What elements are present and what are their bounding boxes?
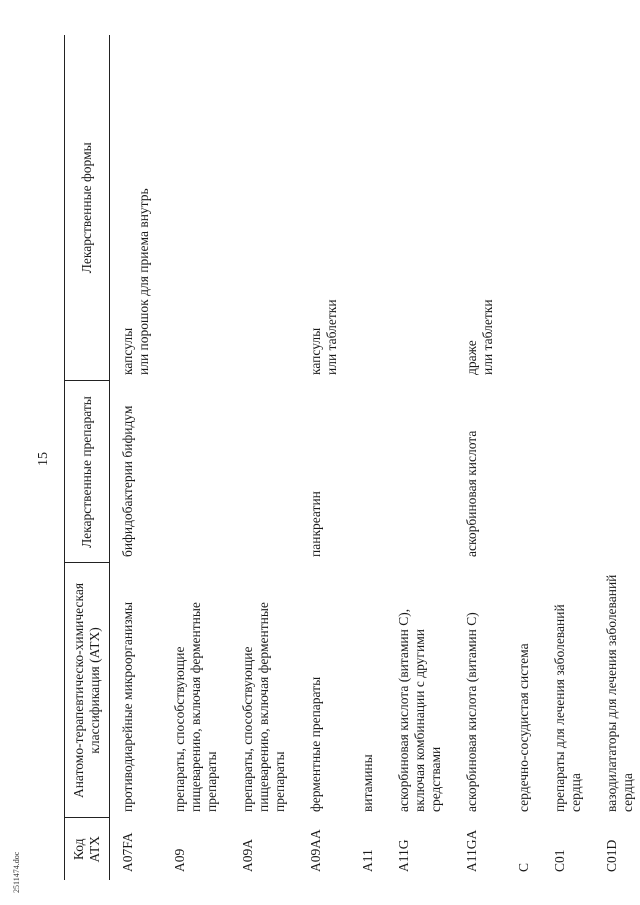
- table-row: [162, 35, 230, 880]
- cell-code: A09: [172, 848, 187, 872]
- cell-code: C01D: [604, 839, 619, 872]
- cell-code: A07FA: [120, 832, 135, 872]
- header-drugs: Лекарственные препараты: [65, 381, 110, 563]
- table-row: [110, 35, 163, 880]
- cell-atc: витамины: [360, 754, 375, 812]
- cell-atc: противодиарейные микроорганизмы: [120, 601, 135, 812]
- cell-atc: аскорбиновая кислота (витамин С): [464, 612, 479, 812]
- table-row: [298, 35, 350, 880]
- table-header-row: [65, 35, 110, 880]
- cell-forms: [162, 35, 230, 381]
- cell-atc: препараты, способствующие пищеварению, включая ферментные препараты: [172, 602, 219, 812]
- cell-forms: [506, 35, 542, 381]
- cell-code: A11GA: [464, 829, 479, 872]
- cell-code: A11G: [396, 839, 411, 872]
- atc-table: [64, 35, 640, 880]
- cell-atc: препараты для лечения заболеваний сердца: [552, 604, 583, 812]
- cell-atc: сердечно-сосудистая система: [516, 643, 531, 812]
- cell-forms: [230, 35, 298, 381]
- cell-drug: [506, 381, 542, 563]
- table-row: [386, 35, 454, 880]
- cell-drug: [230, 381, 298, 563]
- header-code: Код АТХ: [65, 818, 110, 880]
- cell-drug: [542, 381, 594, 563]
- cell-forms: [542, 35, 594, 381]
- page-number: 15: [36, 452, 51, 466]
- rotated-page: [64, 35, 635, 880]
- cell-drug: [594, 381, 640, 563]
- cell-forms: драже или таблетки: [464, 299, 495, 375]
- cell-atc: аскорбиновая кислота (витамин С), включая комбинации с другими средствами: [396, 608, 443, 812]
- cell-forms: [594, 35, 640, 381]
- table-row: [542, 35, 594, 880]
- cell-drug: панкреатин: [308, 491, 323, 557]
- cell-drug: [350, 381, 386, 563]
- table-row: [230, 35, 298, 880]
- header-atc: Анатомо-терапевтическо-химическая классификация (АТХ): [65, 563, 110, 818]
- cell-drug: [162, 381, 230, 563]
- table-row: [594, 35, 640, 880]
- cell-atc: вазодилататоры для лечения заболеваний сердца: [604, 574, 635, 812]
- cell-atc: препараты, способствующие пищеварению, включая ферментные препараты: [240, 602, 287, 812]
- cell-drug: [386, 381, 454, 563]
- cell-code: A11: [360, 849, 375, 872]
- header-forms: Лекарственные формы: [65, 35, 110, 381]
- cell-forms: капсулы или таблетки: [308, 299, 339, 375]
- cell-forms: капсулы или порошок для приема внутрь: [120, 188, 151, 375]
- cell-forms: [386, 35, 454, 381]
- table-row: [350, 35, 386, 880]
- cell-drug: аскорбиновая кислота: [464, 430, 479, 557]
- cell-drug: бифидобактерии бифидум: [120, 405, 135, 557]
- cell-code: A09A: [240, 839, 255, 872]
- cell-atc: ферментные препараты: [308, 676, 323, 812]
- cell-code: C: [516, 862, 531, 872]
- table-body: [110, 35, 640, 880]
- footer-document-name: 2511474.doc: [12, 851, 21, 893]
- cell-code: C01: [552, 849, 567, 872]
- cell-code: A09AA: [308, 829, 323, 872]
- table-row: [506, 35, 542, 880]
- cell-forms: [350, 35, 386, 381]
- table-row: [454, 35, 506, 880]
